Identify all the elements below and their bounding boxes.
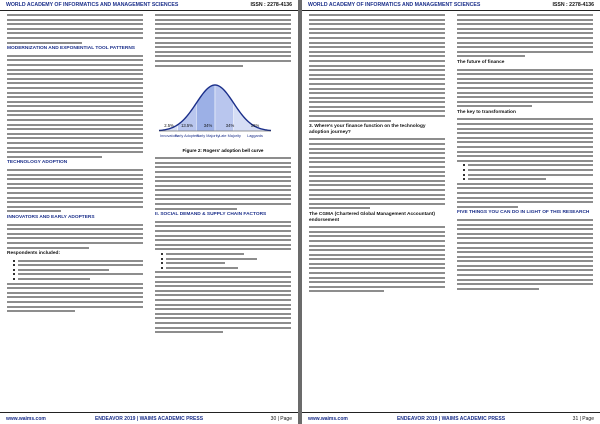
adoption-percentage: 2.5% — [164, 123, 174, 129]
left-page — [0, 0, 298, 424]
page-footer — [0, 412, 298, 424]
section-heading-five-things: FIVE THINGS YOU CAN DO IN LIGHT OF THIS RESEARCH — [457, 210, 590, 216]
section-heading-ecosystem: II. SOCIAL DEMAND & SUPPLY CHAIN FACTORS — [155, 212, 267, 218]
section-heading-innovators: INNOVATORS AND EARLY ADOPTERS — [7, 214, 95, 220]
section-heading-cgma: The CGMA (Chartered Global Management Accountant) endorsement — [309, 211, 435, 223]
figure-caption: Figure 2: Rogers' adoption bell curve — [182, 148, 264, 154]
footer-website: www.waims.com — [6, 416, 46, 422]
right-page-column-2 — [457, 14, 593, 404]
footer-website: www.waims.com — [308, 416, 348, 422]
running-header — [302, 0, 600, 11]
list-label: Respondents included: — [7, 251, 61, 257]
page-number: 31 | Page — [572, 416, 594, 422]
section-heading-technology-adoption: TECHNOLOGY ADOPTION — [7, 160, 68, 166]
footer-edition: ENDEAVOR 2019 | WAIMS ACADEMIC PRESS — [396, 416, 506, 422]
page-footer — [302, 412, 600, 424]
section-heading-modernization: MODERNIZATION AND EXPONENTIAL TOOL PATTERNS — [7, 46, 136, 52]
running-header — [0, 0, 298, 11]
right-page-column-1 — [309, 14, 445, 404]
adoption-group-label: Early Majority — [196, 134, 220, 139]
left-page-column-1 — [7, 14, 143, 404]
page-number: 30 | Page — [270, 416, 292, 422]
left-page-column-2 — [155, 14, 291, 404]
adoption-group-label: Innovators — [160, 134, 178, 139]
journal-title: WORLD ACADEMY OF INFORMATICS AND MANAGEMENT SCIENCES — [6, 2, 179, 8]
section-heading-journey: 3. Where's your finance function on the technology adoption journey? — [309, 124, 426, 135]
right-page — [302, 0, 600, 424]
journal-title: WORLD ACADEMY OF INFORMATICS AND MANAGEMENT SCIENCES — [308, 2, 481, 8]
section-heading-transformation: The key to transformation — [457, 109, 516, 115]
adoption-percentage: 34% — [203, 123, 213, 129]
issn: ISSN : 2278-4136 — [552, 2, 594, 8]
adoption-group-label: Early Adopters — [174, 134, 200, 139]
adoption-curve-figure — [155, 71, 275, 141]
adoption-percentage: 13.5% — [181, 123, 193, 129]
adoption-group-label: Late Majority — [219, 134, 241, 139]
section-heading-future: The future of finance — [457, 59, 505, 65]
adoption-group-label: Laggards — [247, 134, 263, 139]
issn: ISSN : 2278-4136 — [250, 2, 292, 8]
adoption-percentage: 16% — [250, 123, 260, 129]
adoption-percentage: 34% — [225, 123, 235, 129]
footer-edition: ENDEAVOR 2019 | WAIMS ACADEMIC PRESS — [94, 416, 204, 422]
